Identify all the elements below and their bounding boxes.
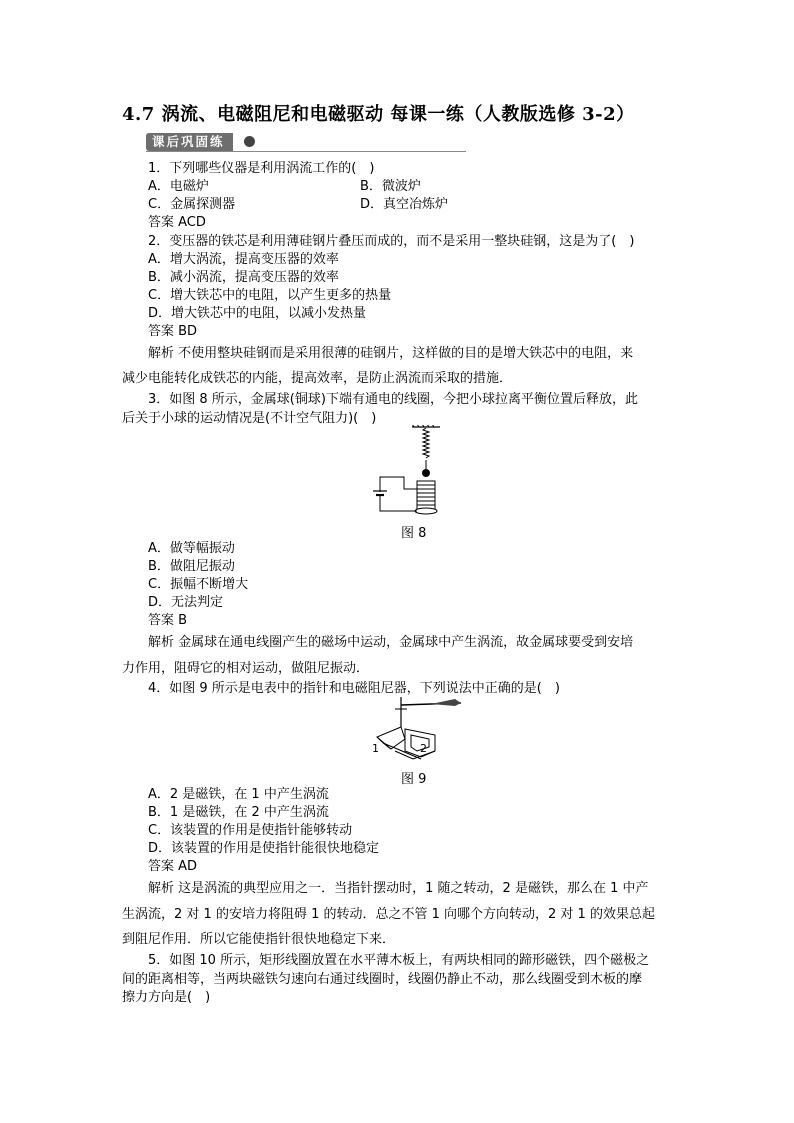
figure-9-caption: 图 9 <box>401 772 427 787</box>
q2-analysis-line-1: 解析 不使用整块硅钢而是采用很薄的硅钢片，这样做的目的是增大铁芯中的电阻，来 <box>148 346 634 361</box>
q3-option-c: C．振幅不断增大 <box>148 577 249 592</box>
section-divider <box>146 151 466 152</box>
figure-9-label-1: 1 <box>372 742 379 755</box>
section-label: 课后巩固练 <box>146 133 233 151</box>
q4-analysis-line-1: 解析 这是涡流的典型应用之一．当指针摆动时，1 随之转动，2 是磁铁，那么在 1 中产 <box>148 881 649 896</box>
q5-stem-line-3: 擦力方向是( ) <box>122 990 211 1005</box>
q3-answer: 答案 B <box>148 613 188 628</box>
figure-9-diagram <box>365 697 470 767</box>
section-dot-icon <box>244 136 255 147</box>
q4-option-c: C．该装置的作用是使指针能够转动 <box>148 823 353 838</box>
q4-analysis-line-3: 到阻尼作用．所以它能使指针很快地稳定下来． <box>122 932 396 947</box>
q4-analysis-line-2: 生涡流，2 对 1 的安培力将阻碍 1 的转动．总之不管 1 向哪个方向转动，2 对 1 的效果总起 <box>122 907 655 922</box>
q2-option-a: A．增大涡流，提高变压器的效率 <box>148 252 339 267</box>
q3-option-d: D．无法判定 <box>148 595 224 610</box>
q2-option-c: C．增大铁芯中的电阻，以产生更多的热量 <box>148 288 392 303</box>
figure-9-label-2: 2 <box>420 742 427 755</box>
q3-stem-line-2: 后关于小球的运动情况是(不计空气阻力)( ) <box>122 411 377 426</box>
q2-option-d: D．增大铁芯中的电阻，以减小发热量 <box>148 306 367 321</box>
q3-option-b: B．做阻尼振动 <box>148 559 235 574</box>
q3-option-a: A．做等幅振动 <box>148 541 235 556</box>
q3-analysis-line-1: 解析 金属球在通电线圈产生的磁场中运动，金属球中产生涡流，故金属球要受到安培 <box>148 635 634 650</box>
q2-answer: 答案 BD <box>148 324 198 339</box>
figure-8-diagram <box>360 425 460 520</box>
q4-option-a: A．2 是磁铁，在 1 中产生涡流 <box>148 787 329 802</box>
q5-stem-line-1: 5．如图 10 所示，矩形线圈放置在水平薄木板上，有两块相同的蹄形磁铁，四个磁极之 <box>148 953 650 968</box>
q1-option-d: D．真空冶炼炉 <box>360 197 449 212</box>
q4-stem: 4．如图 9 所示是电表中的指针和电磁阻尼器，下列说法中正确的是( ) <box>148 681 560 696</box>
page-title: 4.7 涡流、电磁阻尼和电磁驱动 每课一练（人教版选修 3-2） <box>122 104 635 125</box>
q1-option-b: B．微波炉 <box>360 179 421 194</box>
q3-stem-line-1: 3．如图 8 所示，金属球(铜球)下端有通电的线圈，今把小球拉离平衡位置后释放，此 <box>148 392 638 407</box>
q4-answer: 答案 AD <box>148 859 198 874</box>
q4-option-d: D．该装置的作用是使指针能很快地稳定 <box>148 841 380 856</box>
q5-stem-line-2: 间的距离相等，当两块磁铁匀速向右通过线圈时，线圈仍静止不动，那么线圈受到木板的摩 <box>122 972 643 987</box>
q1-option-c: C．金属探测器 <box>148 197 236 212</box>
q4-option-b: B．1 是磁铁，在 2 中产生涡流 <box>148 805 329 820</box>
q2-stem: 2．变压器的铁芯是利用薄硅钢片叠压而成的，而不是采用一整块硅钢，这是为了( ) <box>148 234 635 249</box>
q2-analysis-line-2: 减少电能转化成铁芯的内能，提高效率，是防止涡流而采取的措施． <box>122 371 513 386</box>
q1-stem: 1．下列哪些仪器是利用涡流工作的( ) <box>148 161 375 176</box>
q2-option-b: B．减小涡流，提高变压器的效率 <box>148 270 339 285</box>
q1-option-a: A．电磁炉 <box>148 179 209 194</box>
figure-8-caption: 图 8 <box>401 526 427 541</box>
q1-answer: 答案 ACD <box>148 215 206 230</box>
q3-analysis-line-2: 力作用，阻碍它的相对运动，做阻尼振动． <box>122 661 370 676</box>
